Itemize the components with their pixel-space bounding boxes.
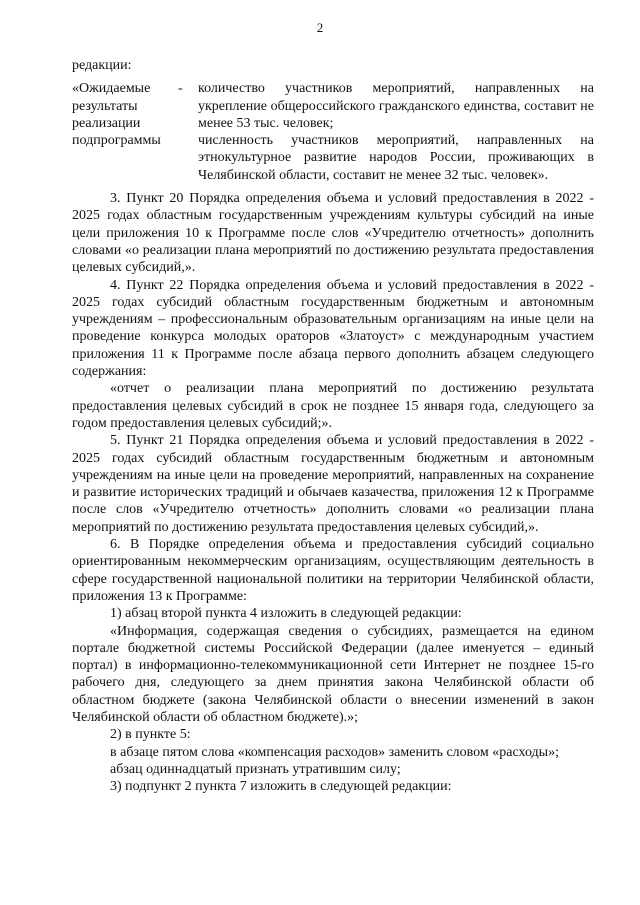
table-label bbox=[72, 80, 178, 184]
paragraph-item-5: 5. Пункт 21 Порядка определения объема и условий предоставления в 2022 - 2025 годах субсидий областным государственным бюджетным и автономным учреждениям на иные цели на проведение мероприятий, направленных на сохранение и развитие исторических традиций и обычаев казачества, приложения 12 к Программе после слов «Учредителю отчетность» дополнить словами «о реализации плана мероприятий по достижению результата предоставления целевых субсидий,». bbox=[72, 433, 594, 535]
paragraph-item-6: 6. В Порядке определения объема и предоставления субсидий социально ориентированным некоммерческим организациям, осуществляющим деятельность в сфере государственной национальной политики на территории Челябинской области, приложения 13 к Программе: bbox=[72, 537, 594, 604]
table-dash: - bbox=[178, 81, 183, 97]
table-values bbox=[198, 80, 594, 184]
page-number: 2 bbox=[316, 20, 324, 35]
intro-line: редакции: bbox=[72, 58, 132, 73]
paragraph-item-4-quote: «отчет о реализации плана мероприятий по достижению результата предоставления целевых субсидий в срок не позднее 15 января года, следующего за годом предоставления целевых субсидий;». bbox=[72, 381, 594, 431]
paragraph-abzac-11: абзац одиннадцатый признать утратившим силу; bbox=[110, 761, 401, 777]
table-label-line: реализации bbox=[72, 115, 141, 131]
paragraph-subitem-2: 2) в пункте 5: bbox=[110, 727, 191, 743]
table-value-item: количество участников мероприятий, направленных на укрепление общероссийского гражданского единства, составит не менее 53 тыс. человек; bbox=[198, 81, 594, 131]
paragraph-info-quote: «Информация, содержащая сведения о субсидиях, размещается на едином портале бюджетной системы Российской Федерации (далее именуется – единый портал) в информационно-телекоммуникационной сети Интернет не позднее 15-го рабочего дня, следующего за днем принятия закона Челябинской области об областном бюджете (закона Челябинской области о внесении изменений в закон Челябинской области об областном бюджете).»; bbox=[72, 623, 594, 725]
paragraph-item-4: 4. Пункт 22 Порядка определения объема и условий предоставления в 2022 - 2025 годах субсидий областным государственным бюджетным и автономным учреждениям – профессиональным образовательным организациям на иные цели на проведение конкурса молодых ораторов «Златоуст» с международным участием приложения 11 к Программе после абзаца первого дополнить абзацем следующего содержания: bbox=[72, 277, 594, 380]
table-label-line: «Ожидаемые bbox=[72, 81, 151, 97]
paragraph-subitem-3: 3) подпункт 2 пункта 7 изложить в следующей редакции: bbox=[110, 779, 452, 795]
paragraph-subitem-1: 1) абзац второй пункта 4 изложить в следующей редакции: bbox=[110, 606, 462, 622]
document-body bbox=[72, 57, 594, 795]
table-label-line: результаты bbox=[72, 98, 138, 114]
paragraph-abzac-5: в абзаце пятом слова «компенсация расходов» заменить словом «расходы»; bbox=[110, 744, 559, 760]
table-label-line: подпрограммы bbox=[72, 133, 161, 149]
expected-results-table bbox=[72, 80, 594, 184]
paragraph-item-3: 3. Пункт 20 Порядка определения объема и условий предоставления в 2022 - 2025 годах областным государственным учреждениям культуры субсидий на иные цели приложения 10 к Программе после слов «Учредителю отчетность» дополнить словами «о реализации плана мероприятий по достижению результата предоставления целевых субсидий,». bbox=[72, 191, 594, 276]
table-value-item: численность участников мероприятий, направленных на этнокультурное развитие народов России, проживающих в Челябинской области, составит не менее 32 тыс. человек». bbox=[198, 133, 594, 183]
